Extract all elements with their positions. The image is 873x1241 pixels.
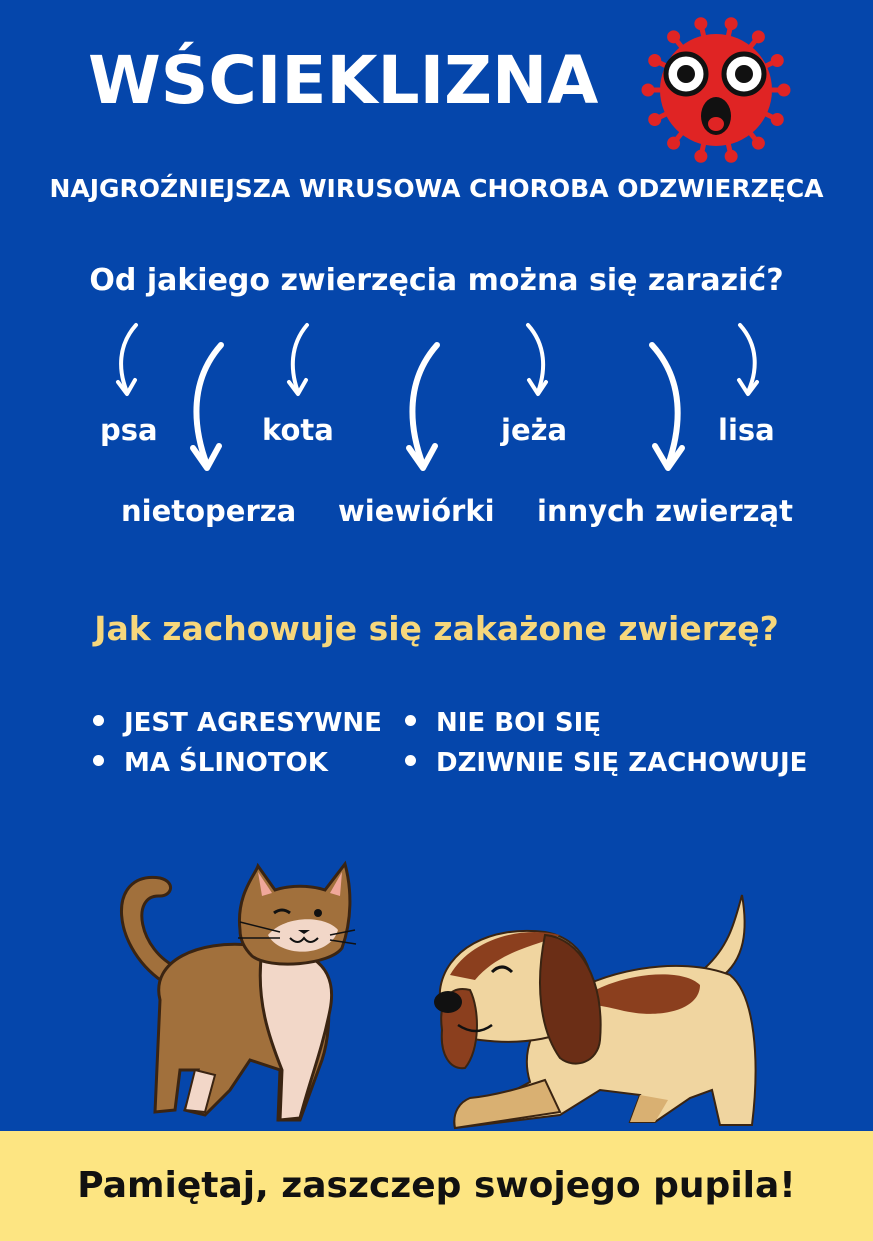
symptom-item: JEST AGRESYWNE	[93, 710, 382, 736]
animal-fox: lisa	[718, 413, 775, 447]
animal-squirrel: wiewiórki	[338, 494, 495, 528]
animal-dog: psa	[100, 413, 158, 447]
poster-title: WŚCIEKLIZNA	[88, 42, 599, 119]
animal-other: innych zwierząt	[537, 494, 793, 528]
animal-cat: kota	[262, 413, 334, 447]
symptom-item: NIE BOI SIĘ	[405, 710, 601, 736]
poster-subtitle: NAJGROŹNIEJSZA WIRUSOWA CHOROBA ODZWIERZĘCA	[49, 174, 824, 203]
animal-bat: nietoperza	[121, 494, 297, 528]
symptom-item: DZIWNIE SIĘ ZACHOWUJE	[405, 750, 807, 776]
footer-message: Pamiętaj, zaszczep swojego pupila!	[77, 1165, 796, 1206]
question-infection-source: Od jakiego zwierzęcia można się zarazić?	[89, 263, 784, 298]
symptom-item: MA ŚLINOTOK	[93, 750, 328, 776]
question-infected-behavior: Jak zachowuje się zakażone zwierzę?	[94, 609, 779, 648]
animal-hedgehog: jeża	[501, 413, 568, 447]
